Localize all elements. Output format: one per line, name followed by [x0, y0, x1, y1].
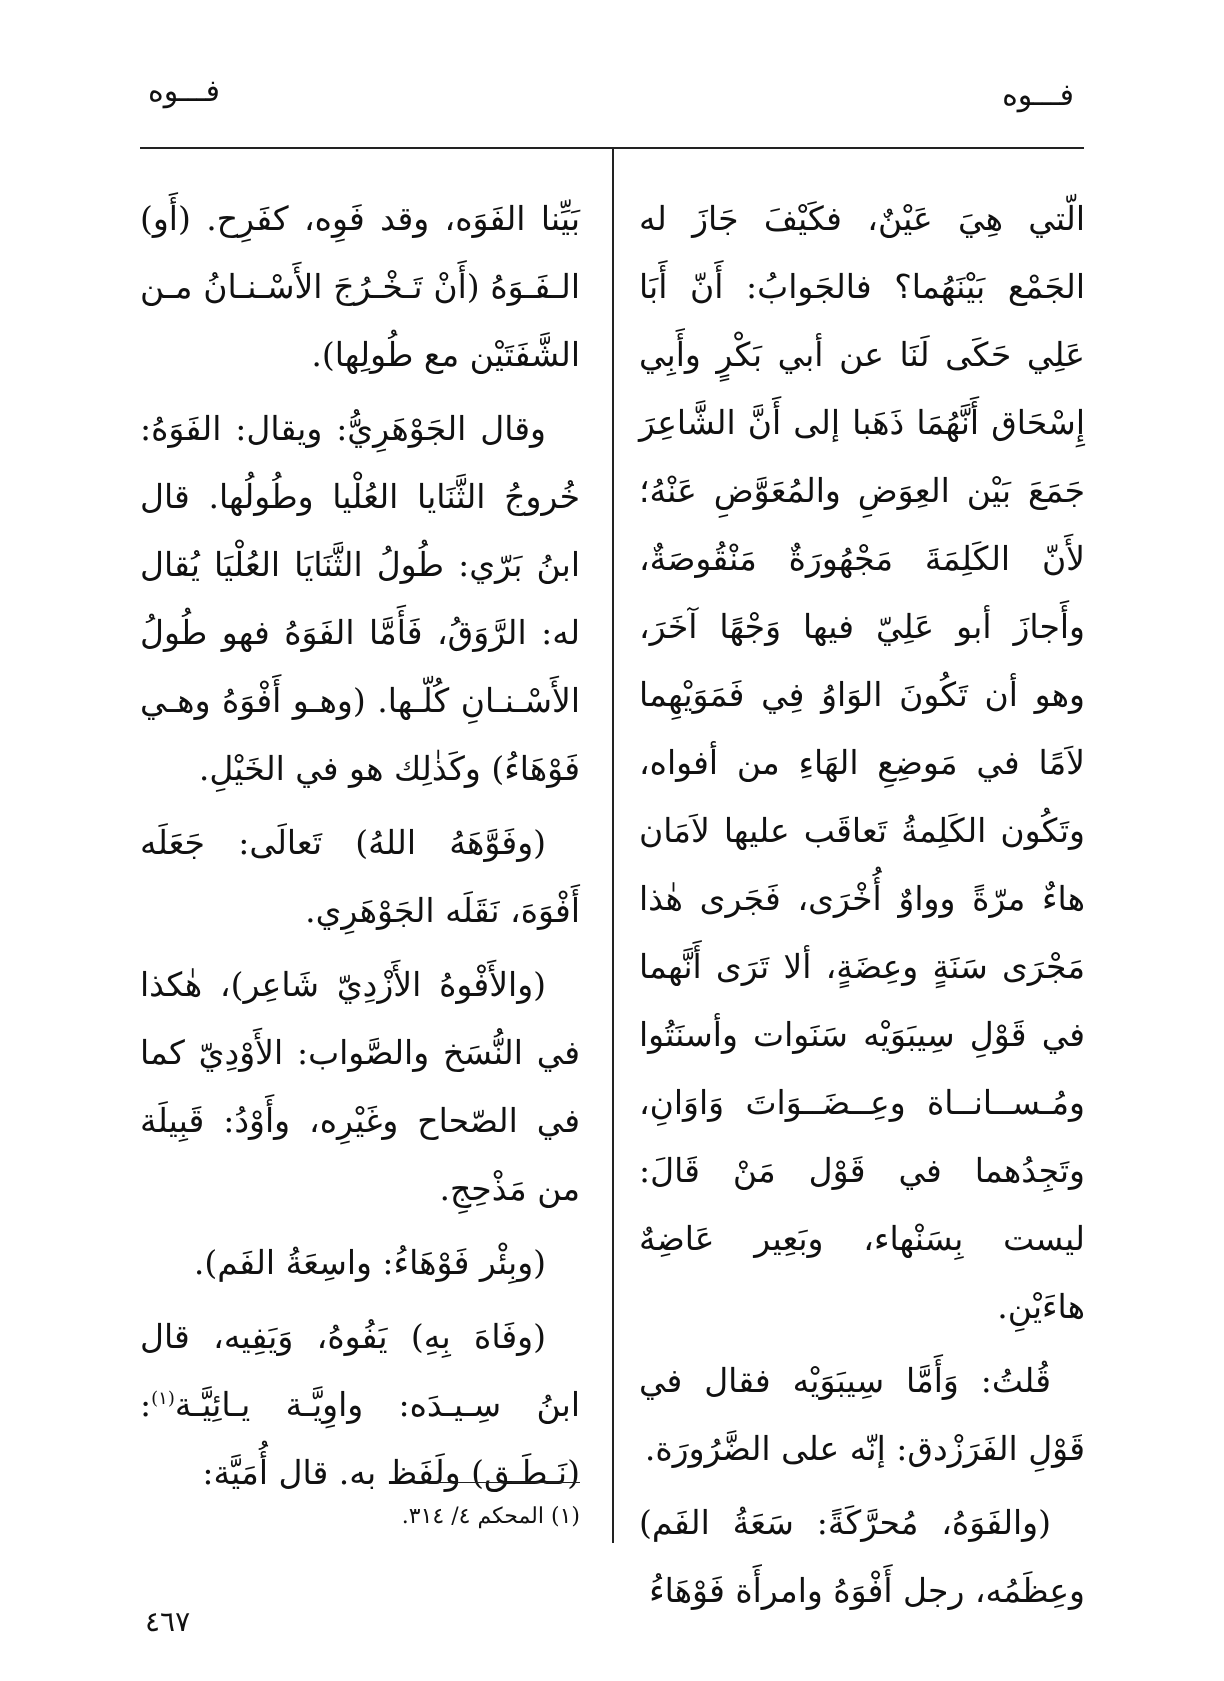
- left-paragraph-1: بَيِّنا الفَوَه، وقد فَوِه، كفَرِح. (أَو) الـفَـوَهُ (أَنْ تَـخْـرُجَ الأَسْـنـانُ مـن الشَّفَتَيْن مع طُولِها).: [140, 199, 580, 374]
- left-column: [140, 185, 580, 1507]
- right-column: [639, 185, 1085, 1625]
- right-paragraph-1: الّتي هِيَ عَيْنٌ، فكَيْفَ جَازَ له الجَمْع بَيْنَهُما؟ فالجَوابُ: أَنّ أَبَا عَلِي حَكَى لَنَا عن أبي بَكْرٍ وأَبِي إِسْحَاق أَنَّهُمَا ذَهَبا إلى أَنَّ الشَّاعِرَ جَمَعَ بَيْن العِوَضِ والمُعَوَّضِ عَنْهُ؛ لأَنّ الكَلِمَةَ مَجْهُورَةٌ مَنْقُوصَةٌ، وأَجازَ أبو عَلِيّ فيها وَجْهًا آخَرَ، وهو أن تَكُونَ الوَاوُ فِي فَمَوَيْهِما لاَمًا في مَوضِعِ الهَاءِ من أفواه، وتَكُون الكَلِمةُ تَعاقَب عليها لاَمَان هاءٌ مرّةً وواوٌ أُخْرَى، فَجَرى هٰذا مَجْرَى سَنَةٍ وعِضَةٍ، ألا تَرَى أَنَّهما في قَوْلِ سِيبَوَيْه سَنَوات وأسنَتُوا ومُـســانــاة وعِــضَــوَاتَ وَاوَانِ، وتَجِدُهما في قَوْل مَنْ قَالَ: ليست بِسَنْهاء، وبَعِير عَاضِهٌ هاءَيْنِ.: [639, 199, 1085, 1326]
- right-paragraph-3: (والفَوَهُ، مُحرَّكَةً: سَعَةُ الفَم) وعِظَمُه، رجل أَفْوَهُ وامرأَة فَوْهَاءُ: [639, 1503, 1085, 1610]
- footnote: (١) المحكم ٤/ ٣١٤.: [401, 1504, 580, 1529]
- running-head-left: فـــوه: [148, 74, 220, 109]
- left-paragraph-6: [140, 1303, 580, 1507]
- left-paragraph-3: (وفَوَّهَهُ اللهُ) تَعالَى: جَعَلَه أَفْوَهَ، نَقَلَه الجَوْهَرِي.: [140, 823, 580, 930]
- left-paragraph-4: (والأَفْوهُ الأَزْدِيّ شَاعِر)، هٰكذا في النُّسَخ والصَّواب: الأَوْدِيّ كما في الصّحاح وغَيْرِه، وأَوْدُ: قَبِيلَة من مَذْحِجِ.: [140, 965, 580, 1208]
- left-paragraph-6-text-a: (وفَاهَ بِهِ) يَفُوهُ، وَيَفِيه، قال ابنُ سِـيـدَه: واوِيَّـة يـائِيَّـة: [140, 1317, 580, 1424]
- running-head-right: فـــوه: [1002, 78, 1074, 113]
- left-paragraph-6-text-b: : (نَـطَـق) ولَفَظ به. قال أُمَيَّة:: [140, 1385, 580, 1492]
- left-paragraph-2: وقال الجَوْهَرِيُّ: ويقال: الفَوَهُ: خُروجُ الثَّنَايا العُلْيا وطُولُها. قال ابنُ بَرّي: طُولُ الثَّنَايَا العُلْيَا يُقال له: الرَّوَقُ، فَأَمَّا الفَوَهُ فهو طُولُ الأَسْـنـانِ كُلّـها. (وهـو أَفْوَهُ وهـي فَوْهَاءُ) وكَذٰلِك هو في الخَيْلِ.: [140, 409, 580, 788]
- footnote-rule: [430, 1482, 580, 1483]
- column-divider: [612, 148, 614, 1543]
- page-header: [140, 70, 1084, 150]
- left-paragraph-5: (وبِئْر فَوْهَاءُ: واسِعَةُ الفَم).: [193, 1243, 546, 1282]
- right-paragraph-2: قُلتُ: وَأَمَّا سِيبَوَيْه فقال في قَوْلِ الفَرَزْدق: إنّه على الضَّرُورَة.: [639, 1361, 1085, 1468]
- footnote-marker: (١): [151, 1388, 175, 1409]
- page-number: ٤٦٧: [145, 1605, 191, 1638]
